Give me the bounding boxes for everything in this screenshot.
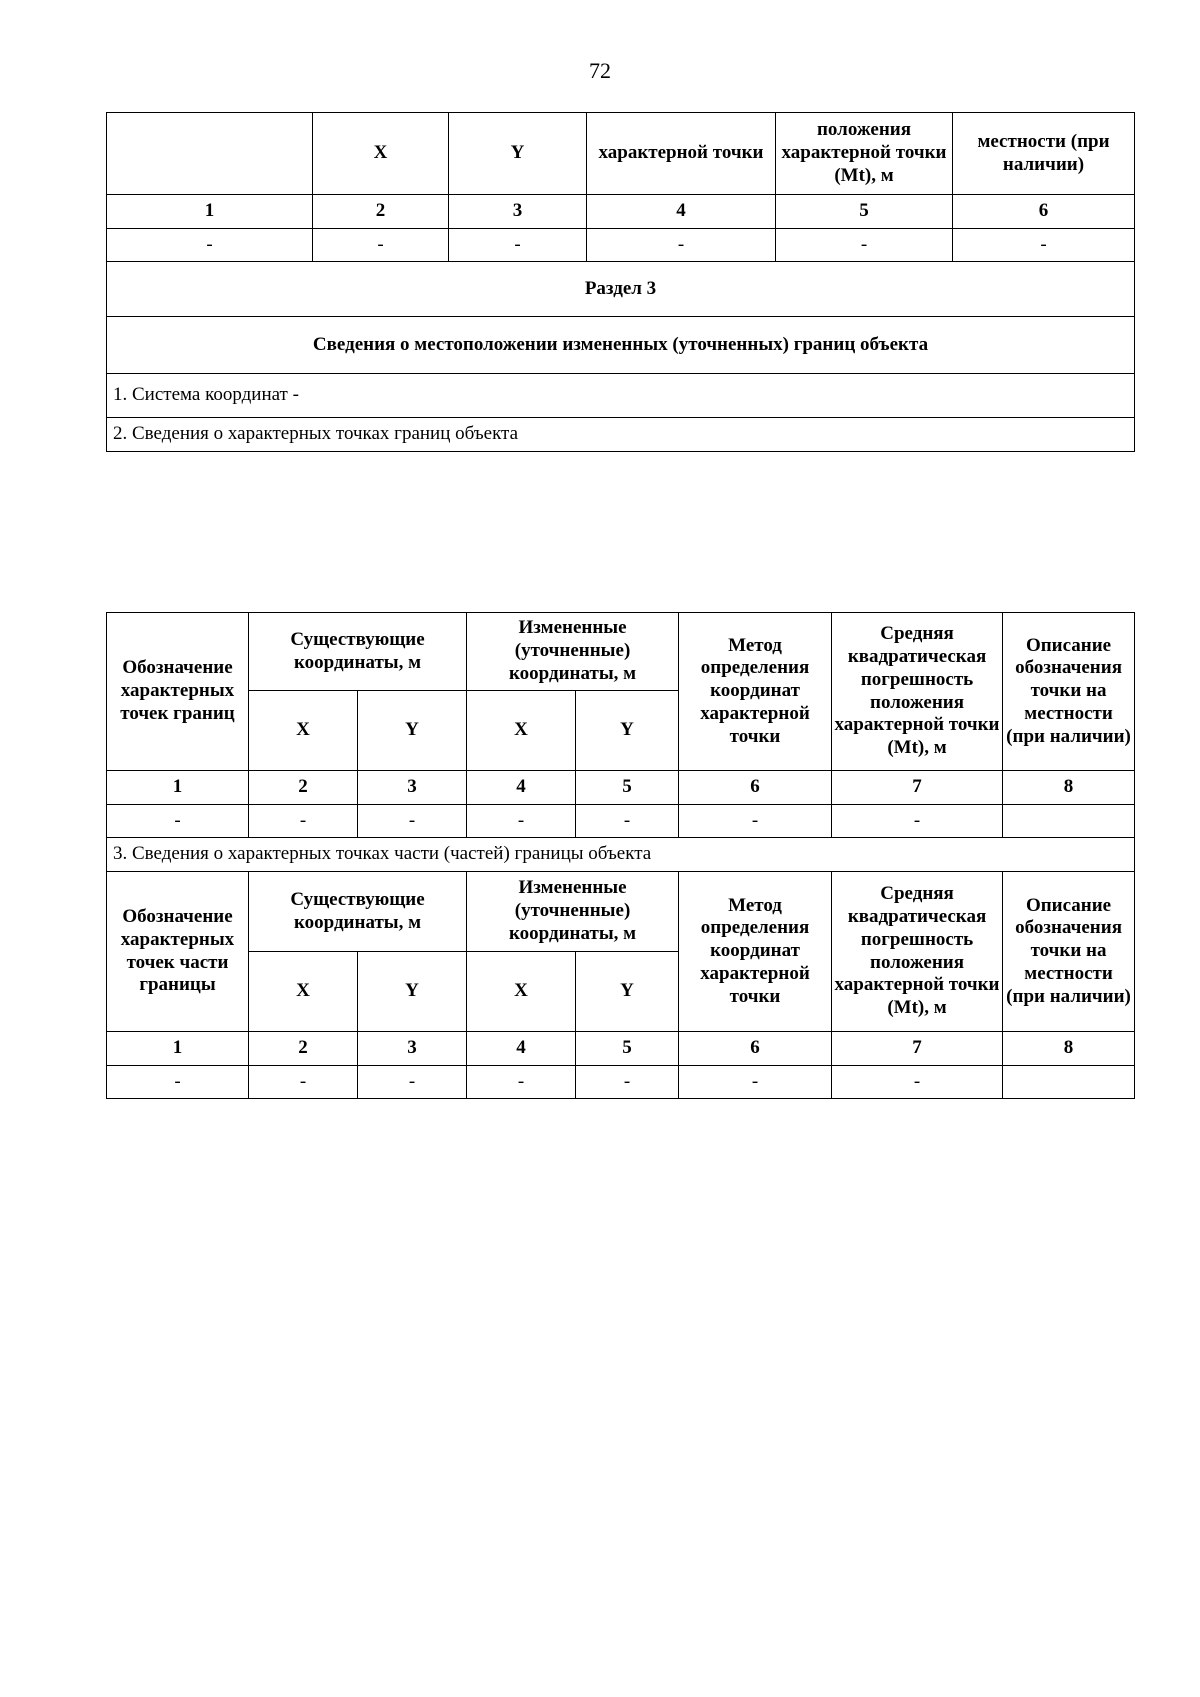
header-cell-point: характерной точки: [587, 113, 776, 195]
column-number: 1: [107, 195, 313, 229]
header-cell-description: местности (при наличии): [953, 113, 1135, 195]
column-number: 3: [358, 1032, 467, 1066]
table-cell: -: [249, 1066, 358, 1099]
table-cell: -: [776, 229, 953, 262]
table-row: [107, 805, 1135, 838]
column-number-row: [107, 1032, 1135, 1066]
column-number: 5: [776, 195, 953, 229]
section-subtitle: Сведения о местоположении измененных (уточненных) границ объекта: [107, 317, 1135, 374]
table-cell: [1003, 805, 1135, 838]
column-number: 4: [467, 771, 576, 805]
header-cell-error: положения характерной точки (Mt), м: [776, 113, 953, 195]
existing-coordinates-header: Существующие координаты, м: [249, 872, 467, 952]
boundary-points-table: [106, 612, 1135, 1099]
column-number: 5: [576, 771, 679, 805]
description-header: Описание обозначения точки на местности (при наличии): [1003, 872, 1135, 1032]
table-cell: -: [249, 805, 358, 838]
table-cell: -: [679, 805, 832, 838]
table-cell: -: [576, 805, 679, 838]
error-header: Средняя квадратическая погрешность положения характерной точки (Mt), м: [832, 613, 1003, 771]
column-number: 2: [249, 771, 358, 805]
table-cell: -: [313, 229, 449, 262]
table-cell: -: [467, 805, 576, 838]
part3-label: 3. Сведения о характерных точках части (частей) границы объекта: [107, 838, 1135, 872]
column-number: 1: [107, 771, 249, 805]
table-cell: -: [107, 229, 313, 262]
column-number: 5: [576, 1032, 679, 1066]
x-header: X: [249, 691, 358, 771]
table-cell: -: [587, 229, 776, 262]
table-cell: -: [832, 1066, 1003, 1099]
table-cell: -: [107, 1066, 249, 1099]
x-header: X: [467, 952, 576, 1032]
column-number: 2: [313, 195, 449, 229]
table-cell: -: [576, 1066, 679, 1099]
table-cell: -: [832, 805, 1003, 838]
table-cell: [1003, 1066, 1135, 1099]
y-header: Y: [358, 691, 467, 771]
column-number: 2: [249, 1032, 358, 1066]
column-number: 8: [1003, 771, 1135, 805]
table-cell: -: [953, 229, 1135, 262]
column-number: 4: [587, 195, 776, 229]
table-cell: -: [467, 1066, 576, 1099]
column-number: 6: [953, 195, 1135, 229]
page-number: 72: [589, 58, 611, 83]
method-header: Метод определения координат характерной точки: [679, 872, 832, 1032]
x-header: X: [249, 952, 358, 1032]
coordinate-system-line: 1. Система координат -: [107, 374, 1135, 418]
table-cell: -: [449, 229, 587, 262]
error-header: Средняя квадратическая погрешность положения характерной точки (Mt), м: [832, 872, 1003, 1032]
changed-coordinates-header: Измененные (уточненные) координаты, м: [467, 613, 679, 691]
column-number: 1: [107, 1032, 249, 1066]
column-number: 3: [358, 771, 467, 805]
method-header: Метод определения координат характерной точки: [679, 613, 832, 771]
column-number: 8: [1003, 1032, 1135, 1066]
part2-label: 2. Сведения о характерных точках границ объекта: [107, 418, 1135, 452]
header-cell: [107, 113, 313, 195]
table-cell: -: [679, 1066, 832, 1099]
table-row: [107, 1066, 1135, 1099]
y-header: Y: [576, 691, 679, 771]
column-number-row: [107, 771, 1135, 805]
table-header-row: [107, 113, 1135, 195]
designation-header: Обозначение характерных точек части границы: [107, 872, 249, 1032]
column-number: 3: [449, 195, 587, 229]
existing-coordinates-header: Существующие координаты, м: [249, 613, 467, 691]
table-cell: -: [358, 805, 467, 838]
header-cell-y: Y: [449, 113, 587, 195]
column-number: 7: [832, 1032, 1003, 1066]
column-number-row: [107, 195, 1135, 229]
column-number: 6: [679, 771, 832, 805]
header-cell-x: X: [313, 113, 449, 195]
y-header: Y: [576, 952, 679, 1032]
y-header: Y: [358, 952, 467, 1032]
column-number: 7: [832, 771, 1003, 805]
designation-header: Обозначение характерных точек границ: [107, 613, 249, 771]
x-header: X: [467, 691, 576, 771]
column-number: 4: [467, 1032, 576, 1066]
description-header: Описание обозначения точки на местности (при наличии): [1003, 613, 1135, 771]
section-title: Раздел 3: [107, 262, 1135, 317]
coordinates-table-continuation: [106, 112, 1135, 452]
changed-coordinates-header: Измененные (уточненные) координаты, м: [467, 872, 679, 952]
table-cell: -: [107, 805, 249, 838]
table-cell: -: [358, 1066, 467, 1099]
table-row: [107, 229, 1135, 262]
column-number: 6: [679, 1032, 832, 1066]
